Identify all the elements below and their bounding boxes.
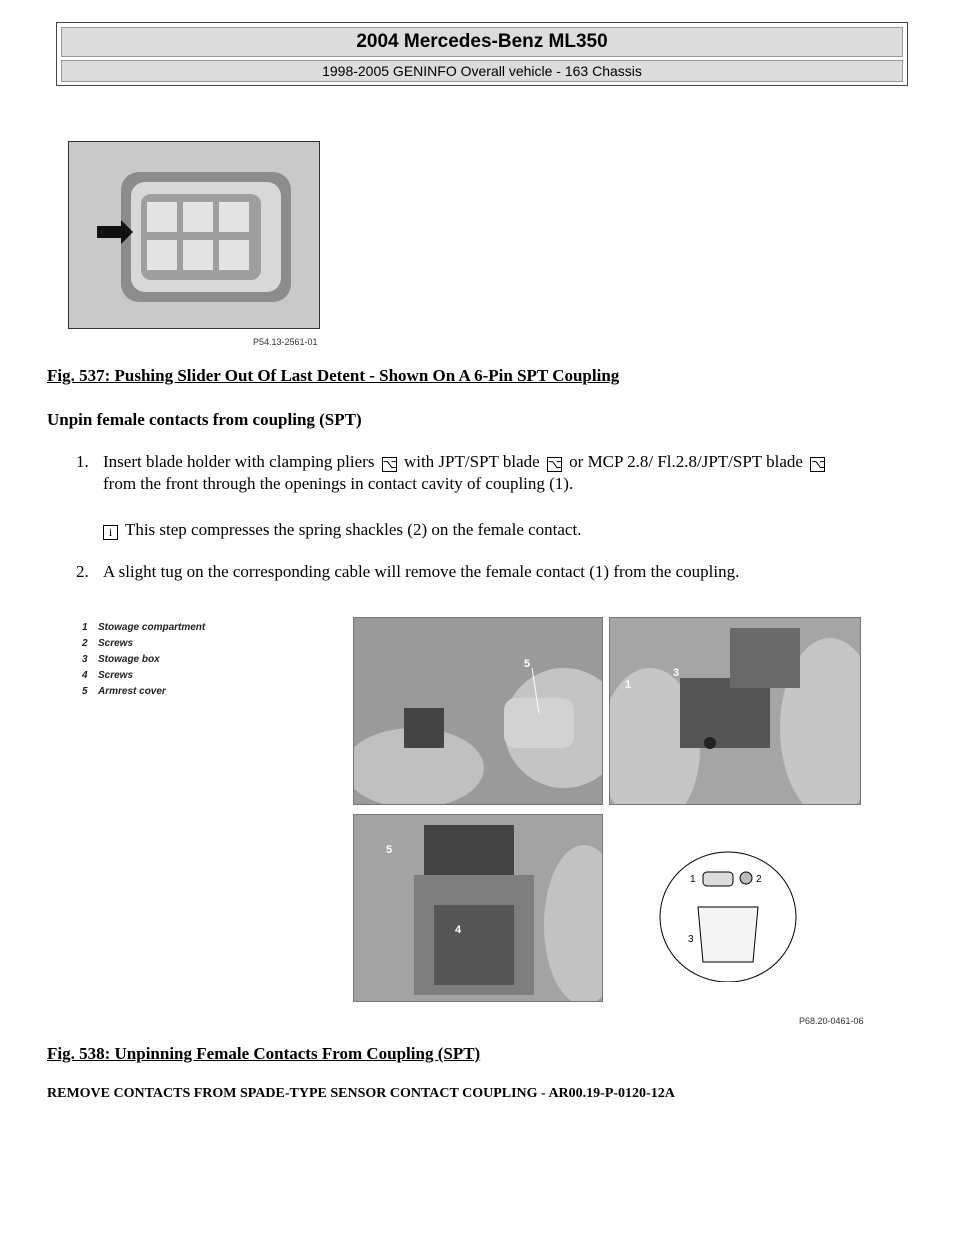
step-number: 1. — [76, 452, 89, 471]
info-icon: i — [103, 525, 118, 540]
step-1-note — [103, 519, 581, 541]
callout-3: 3 — [673, 667, 680, 679]
document-header — [56, 22, 908, 86]
figure-538: 1 Stowage compartment 2 Screws 3 Stowage box 4 Screws 5 Armrest cover 5 1 3 5 4 2 1 3 P68.20-0461-06 — [68, 612, 868, 1032]
figure-538-ref: P68.20-0461-06 — [799, 1016, 864, 1026]
figure-537-ref: P54.13-2561-01 — [253, 337, 318, 347]
svg-text:3: 3 — [688, 934, 694, 945]
step-number: 2. — [76, 562, 89, 581]
photo-armrest-removed — [353, 814, 603, 1002]
stowage-box-drawing — [658, 812, 798, 982]
svg-text:1: 1 — [690, 874, 696, 885]
callout-5: 5 — [524, 658, 531, 670]
note-text: This step compresses the spring shackles (2) on the female contact. — [124, 520, 582, 539]
stowage-open-illustration — [610, 618, 861, 805]
svg-text:2: 2 — [756, 874, 762, 885]
step-2: 2. A slight tug on the corresponding cable will remove the female contact (1) from the coupling. — [76, 562, 740, 581]
step-1: 1. Insert blade holder with clamping pliers ⌥ with JPT/SPT blade ⌥ or MCP 2.8/ Fl.2.8/JPT/SPT blade ⌥ from the front through the openings in contact cavity of coupling (1). — [76, 452, 826, 493]
connector-illustration — [69, 142, 319, 328]
document-title: 2004 Mercedes-Benz ML350 — [61, 27, 903, 57]
tool-icon[interactable]: ⌥ — [382, 457, 397, 471]
armrest-illustration — [354, 618, 603, 805]
section-heading-remove-contacts: REMOVE CONTACTS FROM SPADE-TYPE SENSOR CONTACT COUPLING - AR00.19-P-0120-12A — [47, 1086, 675, 1101]
figure-537-caption: Fig. 537: Pushing Slider Out Of Last Detent - Shown On A 6-Pin SPT Coupling — [47, 366, 620, 385]
stowage-box-illustration — [658, 812, 798, 982]
callout-5b: 5 — [386, 844, 393, 856]
photo-stowage-open — [609, 617, 861, 805]
document-subtitle: 1998-2005 GENINFO Overall vehicle - 163 Chassis — [61, 60, 903, 82]
photo-armrest — [353, 617, 603, 805]
callout-1: 1 — [625, 679, 632, 691]
figure-538-caption: Fig. 538: Unpinning Female Contacts From Coupling (SPT) — [47, 1044, 481, 1063]
callout-4: 4 — [455, 924, 462, 936]
section-heading-unpin: Unpin female contacts from coupling (SPT) — [47, 410, 362, 429]
tool-icon[interactable]: ⌥ — [547, 457, 562, 471]
figure-537-image — [68, 141, 320, 329]
tool-icon[interactable]: ⌥ — [811, 457, 826, 471]
